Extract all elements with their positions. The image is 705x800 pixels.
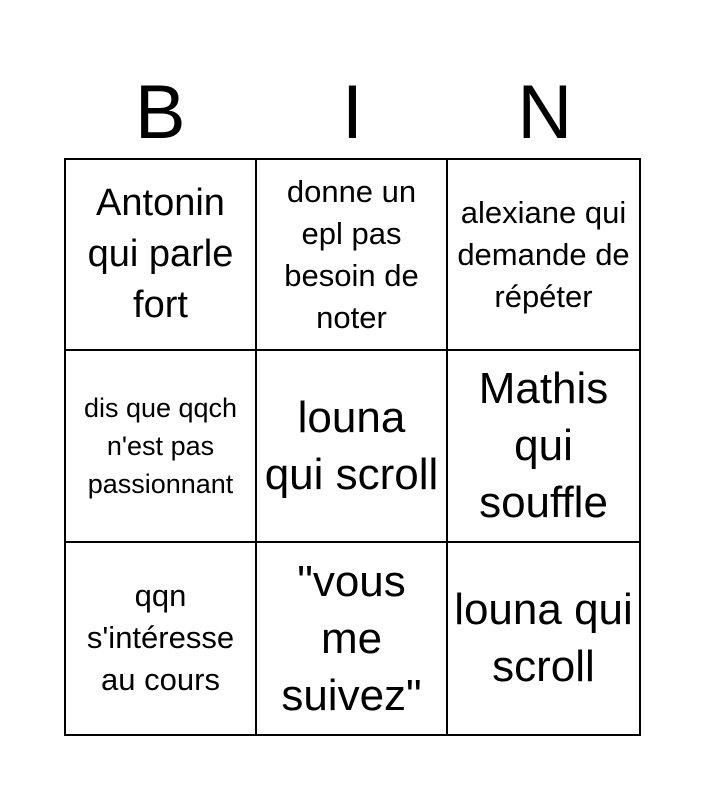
bingo-cell-text: dis que qqch n'est pas passionnant xyxy=(83,392,238,499)
bingo-cell-text: alexiane qui demande de répéter xyxy=(457,194,630,314)
bingo-cell-text: qqn s'intéresse au cours xyxy=(86,578,235,698)
bingo-cell-r3c1[interactable] xyxy=(66,543,257,734)
bingo-cell-r1c2[interactable] xyxy=(257,160,448,351)
bingo-cell-r2c1[interactable] xyxy=(66,351,257,542)
header-letter-n: N xyxy=(517,70,573,155)
bingo-cell-text: louna qui scroll xyxy=(264,392,439,499)
bingo-cell-text: "vous me suivez" xyxy=(281,556,422,720)
bingo-cell-text: louna qui scroll xyxy=(454,585,633,692)
bingo-cell-text: Mathis qui souffle xyxy=(478,364,609,528)
bingo-cell-r2c3[interactable] xyxy=(448,351,639,542)
bingo-cell-r1c1[interactable] xyxy=(66,160,257,351)
bingo-cell-r1c3[interactable] xyxy=(448,160,639,351)
bingo-grid xyxy=(64,158,641,736)
bingo-cell-r2c2[interactable] xyxy=(257,351,448,542)
bingo-cell-r3c3[interactable] xyxy=(448,543,639,734)
header-letter-i: I xyxy=(341,70,364,155)
header-letter-b: B xyxy=(134,70,186,155)
bingo-header xyxy=(64,70,641,155)
bingo-cell-text: donne un epl pas besoin de noter xyxy=(284,173,419,335)
bingo-cell-text: Antonin qui parle fort xyxy=(87,182,234,327)
bingo-cell-r3c2[interactable] xyxy=(257,543,448,734)
